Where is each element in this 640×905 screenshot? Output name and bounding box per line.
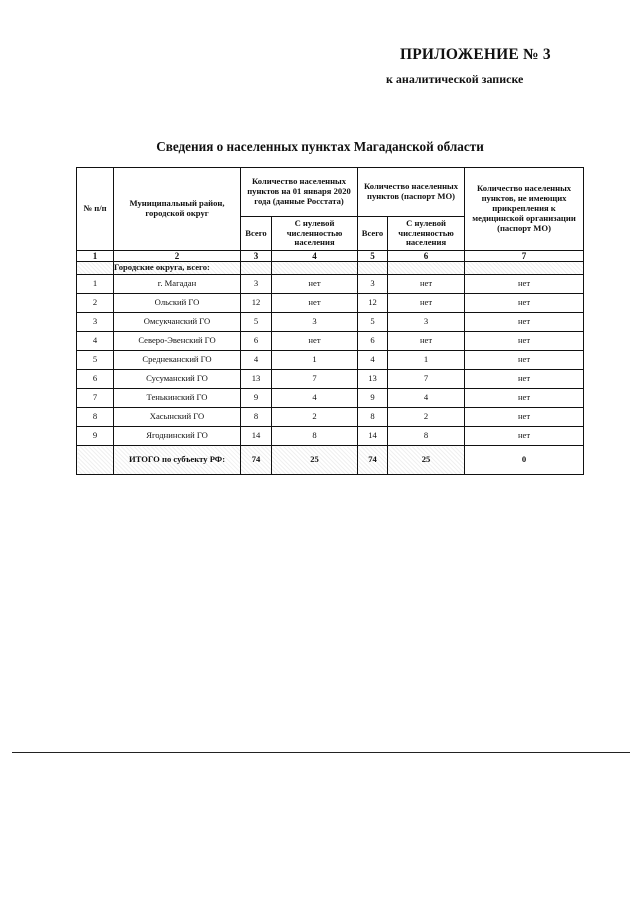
row-no-med: нет: [465, 408, 584, 427]
header-passport: Количество населенных пунктов (паспорт МО): [358, 168, 465, 217]
table-row: [77, 427, 584, 446]
group-cell-empty: [77, 262, 114, 275]
bottom-divider: [12, 752, 630, 753]
header-num: № п/п: [77, 168, 114, 251]
row-rosstat-total: 6: [241, 332, 272, 351]
row-rosstat-total: 4: [241, 351, 272, 370]
row-number: 7: [77, 389, 114, 408]
row-no-med: нет: [465, 313, 584, 332]
row-passport-total: 14: [358, 427, 388, 446]
row-rosstat-total: 12: [241, 294, 272, 313]
row-passport-total: 5: [358, 313, 388, 332]
row-passport-zero: 2: [388, 408, 465, 427]
row-passport-total: 6: [358, 332, 388, 351]
table-row: [77, 294, 584, 313]
row-passport-total: 13: [358, 370, 388, 389]
header-passport-zero: С нулевой численностью населения: [388, 217, 465, 251]
total-passport: 74: [358, 446, 388, 475]
group-cell-empty: [241, 262, 272, 275]
row-rosstat-total: 13: [241, 370, 272, 389]
row-passport-zero: 7: [388, 370, 465, 389]
col-number: 4: [272, 251, 358, 262]
row-passport-zero: нет: [388, 275, 465, 294]
row-no-med: нет: [465, 370, 584, 389]
col-number: 1: [77, 251, 114, 262]
total-label: ИТОГО по субъекту РФ:: [114, 446, 241, 475]
row-district: Хасынский ГО: [114, 408, 241, 427]
row-rosstat-zero: 1: [272, 351, 358, 370]
row-rosstat-zero: 4: [272, 389, 358, 408]
row-district: г. Магадан: [114, 275, 241, 294]
col-number: 3: [241, 251, 272, 262]
header-rosstat-total: Всего: [241, 217, 272, 251]
row-passport-zero: 1: [388, 351, 465, 370]
document-title: Сведения о населенных пунктах Магаданской области: [156, 139, 484, 154]
row-rosstat-total: 14: [241, 427, 272, 446]
row-number: 1: [77, 275, 114, 294]
total-cell-empty: [77, 446, 114, 475]
row-passport-total: 3: [358, 275, 388, 294]
row-rosstat-zero: нет: [272, 294, 358, 313]
row-rosstat-zero: 2: [272, 408, 358, 427]
total-row: [77, 446, 584, 475]
header-rosstat: Количество населенных пунктов на 01 января 2020 года (данные Росстата): [241, 168, 358, 217]
row-passport-zero: 3: [388, 313, 465, 332]
appendix-heading: ПРИЛОЖЕНИЕ № 3: [400, 46, 551, 63]
appendix-subtitle: к аналитической записке: [386, 72, 524, 86]
col-number: 6: [388, 251, 465, 262]
table-row: [77, 408, 584, 427]
header-rosstat-zero: С нулевой численностью населения: [272, 217, 358, 251]
row-no-med: нет: [465, 427, 584, 446]
row-passport-total: 8: [358, 408, 388, 427]
row-no-med: нет: [465, 389, 584, 408]
table-row: [77, 332, 584, 351]
row-rosstat-zero: 3: [272, 313, 358, 332]
group-cell-empty: [388, 262, 465, 275]
row-rosstat-zero: 8: [272, 427, 358, 446]
row-number: 4: [77, 332, 114, 351]
row-district: Среднеканский ГО: [114, 351, 241, 370]
group-cell-empty: [465, 262, 584, 275]
row-passport-zero: 8: [388, 427, 465, 446]
row-rosstat-total: 3: [241, 275, 272, 294]
row-no-med: нет: [465, 294, 584, 313]
row-passport-total: 4: [358, 351, 388, 370]
row-district: Омсукчанский ГО: [114, 313, 241, 332]
table-row: [77, 275, 584, 294]
table-row: [77, 351, 584, 370]
row-passport-total: 12: [358, 294, 388, 313]
column-number-row: [77, 251, 584, 262]
col-number: 7: [465, 251, 584, 262]
row-rosstat-total: 8: [241, 408, 272, 427]
row-district: Ольский ГО: [114, 294, 241, 313]
row-passport-zero: нет: [388, 332, 465, 351]
col-number: 2: [114, 251, 241, 262]
table-row: [77, 370, 584, 389]
row-no-med: нет: [465, 275, 584, 294]
total-rosstat: 74: [241, 446, 272, 475]
row-district: Сусуманский ГО: [114, 370, 241, 389]
row-rosstat-total: 9: [241, 389, 272, 408]
row-number: 6: [77, 370, 114, 389]
row-district: Ягоднинский ГО: [114, 427, 241, 446]
row-number: 2: [77, 294, 114, 313]
table-row: [77, 389, 584, 408]
group-label: Городские округа, всего:: [114, 262, 241, 275]
row-rosstat-total: 5: [241, 313, 272, 332]
total-rosstat-zero: 25: [272, 446, 358, 475]
total-passport-zero: 25: [388, 446, 465, 475]
header-district: Муниципальный район, городской округ: [114, 168, 241, 251]
row-passport-zero: нет: [388, 294, 465, 313]
group-cell-empty: [272, 262, 358, 275]
table-body: [77, 275, 584, 446]
row-number: 9: [77, 427, 114, 446]
row-passport-total: 9: [358, 389, 388, 408]
header-no-med: Количество населенных пунктов, не имеющих прикрепления к медицинской организации (паспорт МО): [465, 168, 584, 251]
table-row: [77, 313, 584, 332]
row-no-med: нет: [465, 332, 584, 351]
row-number: 5: [77, 351, 114, 370]
settlements-table: [76, 167, 584, 475]
row-rosstat-zero: 7: [272, 370, 358, 389]
row-number: 8: [77, 408, 114, 427]
row-district: Тенькинский ГО: [114, 389, 241, 408]
col-number: 5: [358, 251, 388, 262]
total-no-med: 0: [465, 446, 584, 475]
row-no-med: нет: [465, 351, 584, 370]
row-rosstat-zero: нет: [272, 332, 358, 351]
row-passport-zero: 4: [388, 389, 465, 408]
row-district: Северо-Эвенский ГО: [114, 332, 241, 351]
header-passport-total: Всего: [358, 217, 388, 251]
row-rosstat-zero: нет: [272, 275, 358, 294]
group-row: [77, 262, 584, 275]
row-number: 3: [77, 313, 114, 332]
group-cell-empty: [358, 262, 388, 275]
